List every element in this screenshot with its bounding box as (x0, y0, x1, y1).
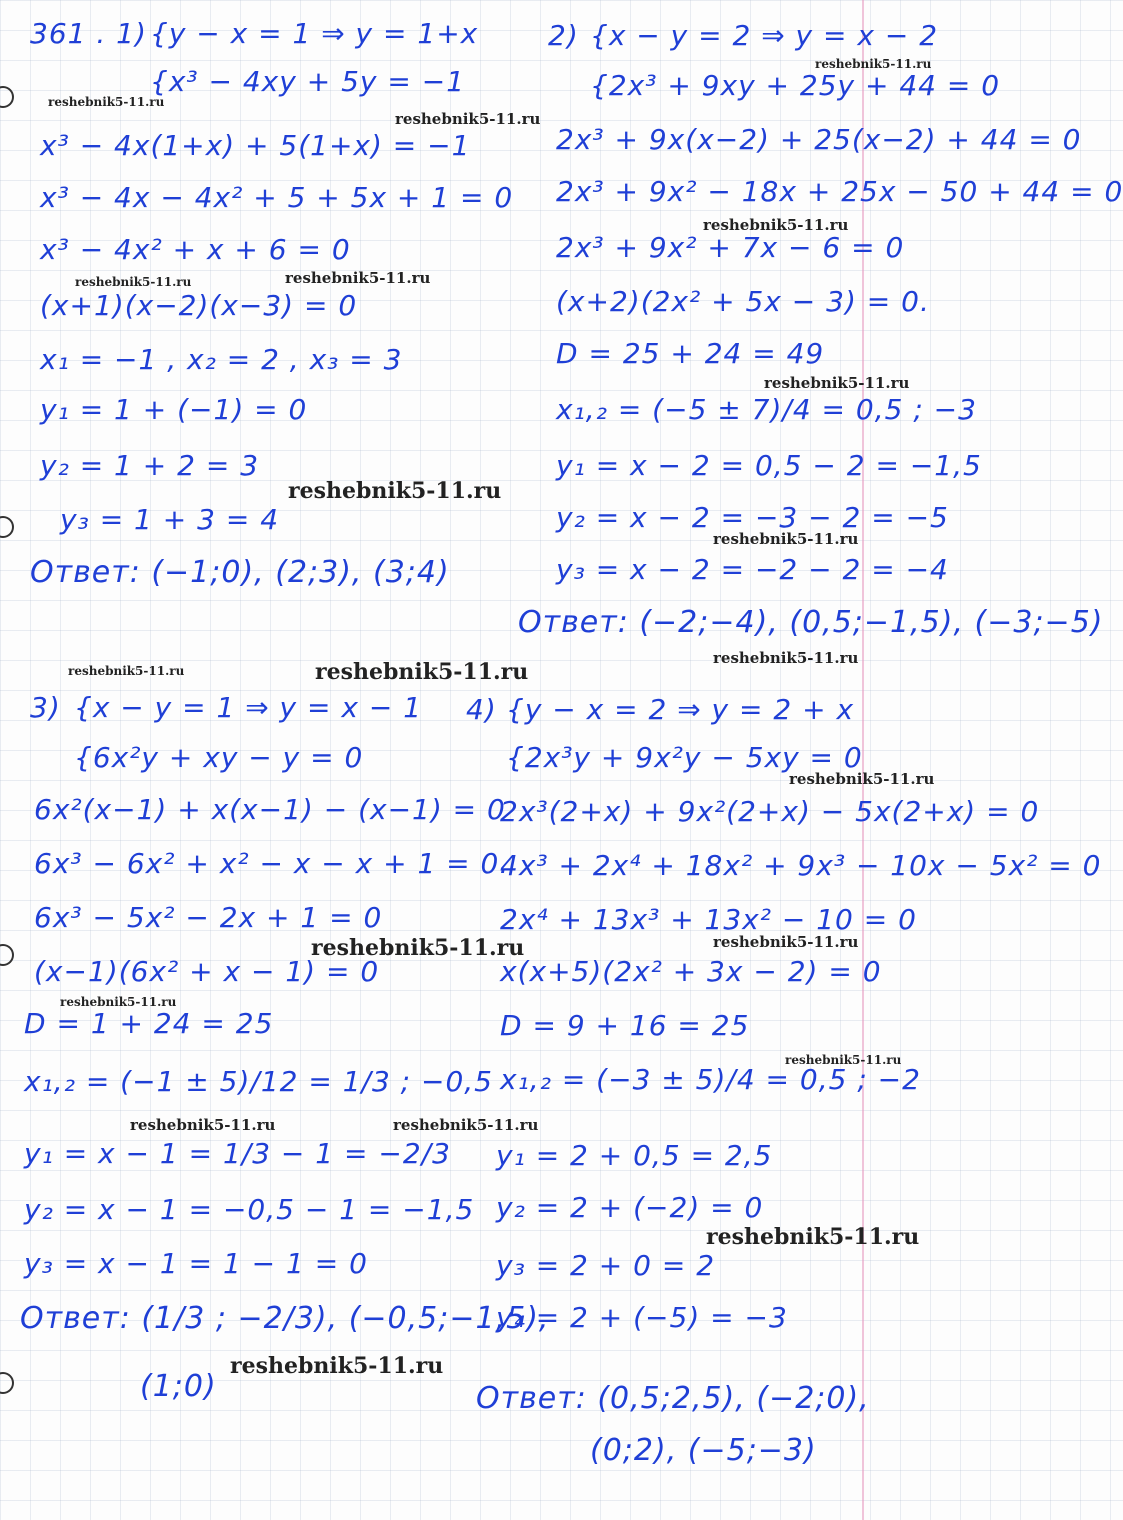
equation-line: y₃ = x − 1 = 1 − 1 = 0 (24, 1247, 368, 1280)
equation-line: x(x+5)(2x² + 3x − 2) = 0 (500, 955, 882, 988)
equation-line: x₁ = −1 , x₂ = 2 , x₃ = 3 (40, 343, 403, 376)
watermark: reshebnik5-11.ru (706, 1224, 920, 1250)
equation-line: x₁,₂ = (−5 ± 7)/4 = 0,5 ; −3 (556, 393, 977, 426)
answer-line: Ответ: (0,5;2,5), (−2;0), (476, 1381, 870, 1416)
equation-line: {6x²y + xy − y = 0 (74, 741, 364, 774)
binder-hole (0, 86, 14, 108)
equation-line: y₁ = 2 + 0,5 = 2,5 (496, 1139, 773, 1172)
answer-line: Ответ: (1/3 ; −2/3), (−0,5;−1,5), (20, 1301, 550, 1336)
equation-line: y₁ = x − 2 = 0,5 − 2 = −1,5 (556, 449, 982, 482)
part-label: 3) (30, 691, 61, 724)
watermark: reshebnik5-11.ru (68, 664, 185, 678)
equation-line: {x³ − 4xy + 5y = −1 (150, 65, 466, 98)
equation-line: y₂ = 2 + (−2) = 0 (496, 1191, 764, 1224)
equation-line: {y − x = 1 ⇒ y = 1+x (150, 17, 479, 50)
equation-line: x³ − 4x − 4x² + 5 + 5x + 1 = 0 (40, 181, 514, 214)
answer-line: (0;2), (−5;−3) (590, 1433, 817, 1468)
answer-line: Ответ: (−2;−4), (0,5;−1,5), (−3;−5) (518, 605, 1104, 640)
equation-line: {y − x = 2 ⇒ y = 2 + x (506, 693, 855, 726)
watermark: reshebnik5-11.ru (75, 275, 192, 289)
equation-line: y₄ = 2 + (−5) = −3 (496, 1301, 788, 1334)
equation-line: (x−1)(6x² + x − 1) = 0 (34, 955, 380, 988)
watermark: reshebnik5-11.ru (393, 1116, 539, 1134)
equation-line: D = 1 + 24 = 25 (24, 1007, 274, 1040)
watermark: reshebnik5-11.ru (703, 216, 849, 234)
equation-line: 2x³ + 9x² + 7x − 6 = 0 (556, 231, 905, 264)
equation-line: (x+1)(x−2)(x−3) = 0 (40, 289, 358, 322)
watermark: reshebnik5-11.ru (48, 95, 165, 109)
part-label: 4) (466, 693, 497, 726)
watermark: reshebnik5-11.ru (815, 57, 932, 71)
equation-line: x₁,₂ = (−1 ± 5)/12 = 1/3 ; −0,5 (24, 1065, 493, 1098)
answer-line: Ответ: (−1;0), (2;3), (3;4) (30, 555, 450, 590)
equation-line: y₃ = 1 + 3 = 4 (60, 503, 280, 536)
equation-line: y₁ = 1 + (−1) = 0 (40, 393, 308, 426)
equation-line: y₂ = 1 + 2 = 3 (40, 449, 260, 482)
watermark: reshebnik5-11.ru (785, 1053, 902, 1067)
equation-line: 2x³ + 9x² − 18x + 25x − 50 + 44 = 0 (556, 175, 1123, 208)
equation-line: y₂ = x − 2 = −3 − 2 = −5 (556, 501, 949, 534)
watermark: reshebnik5-11.ru (789, 770, 935, 788)
equation-line: D = 25 + 24 = 49 (556, 337, 825, 370)
equation-line: 2x³(2+x) + 9x²(2+x) − 5x(2+x) = 0 (500, 795, 1040, 828)
equation-line: {2x³ + 9xy + 25y + 44 = 0 (590, 69, 1001, 102)
watermark: reshebnik5-11.ru (285, 269, 431, 287)
watermark: reshebnik5-11.ru (764, 374, 910, 392)
watermark: reshebnik5-11.ru (315, 659, 529, 685)
equation-line: 2x³ + 9x(x−2) + 25(x−2) + 44 = 0 (556, 123, 1082, 156)
equation-line: D = 9 + 16 = 25 (500, 1009, 750, 1042)
equation-line: 6x²(x−1) + x(x−1) − (x−1) = 0 (34, 793, 506, 826)
equation-line: x³ − 4x² + x + 6 = 0 (40, 233, 351, 266)
equation-line: y₃ = x − 2 = −2 − 2 = −4 (556, 553, 949, 586)
watermark: reshebnik5-11.ru (311, 935, 525, 961)
watermark: reshebnik5-11.ru (130, 1116, 276, 1134)
equation-line: {2x³y + 9x²y − 5xy = 0 (506, 741, 863, 774)
binder-hole (0, 1372, 14, 1394)
equation-line: x³ − 4x(1+x) + 5(1+x) = −1 (40, 129, 471, 162)
watermark: reshebnik5-11.ru (713, 649, 859, 667)
answer-line: (1;0) (140, 1369, 217, 1404)
watermark: reshebnik5-11.ru (713, 933, 859, 951)
equation-line: 4x³ + 2x⁴ + 18x² + 9x³ − 10x − 5x² = 0 (500, 849, 1102, 882)
equation-line: 6x³ − 5x² − 2x + 1 = 0 (34, 901, 383, 934)
equation-line: y₂ = x − 1 = −0,5 − 1 = −1,5 (24, 1193, 475, 1226)
binder-hole (0, 944, 14, 966)
part-label: 2) (548, 19, 579, 52)
watermark: reshebnik5-11.ru (230, 1353, 444, 1379)
equation-line: y₁ = x − 1 = 1/3 − 1 = −2/3 (24, 1137, 451, 1170)
equation-line: {x − y = 2 ⇒ y = x − 2 (590, 19, 939, 52)
problem-number: 361 . 1) (30, 17, 147, 50)
watermark: reshebnik5-11.ru (395, 110, 541, 128)
equation-line: 6x³ − 6x² + x² − x − x + 1 = 0. (34, 847, 510, 880)
equation-line: 2x⁴ + 13x³ + 13x² − 10 = 0 (500, 903, 917, 936)
equation-line: {x − y = 1 ⇒ y = x − 1 (74, 691, 423, 724)
watermark: reshebnik5-11.ru (60, 995, 177, 1009)
watermark: reshebnik5-11.ru (713, 530, 859, 548)
equation-line: y₃ = 2 + 0 = 2 (496, 1249, 716, 1282)
binder-hole (0, 516, 14, 538)
equation-line: x₁,₂ = (−3 ± 5)/4 = 0,5 ; −2 (500, 1063, 921, 1096)
equation-line: (x+2)(2x² + 5x − 3) = 0. (556, 285, 930, 318)
watermark: reshebnik5-11.ru (288, 478, 502, 504)
